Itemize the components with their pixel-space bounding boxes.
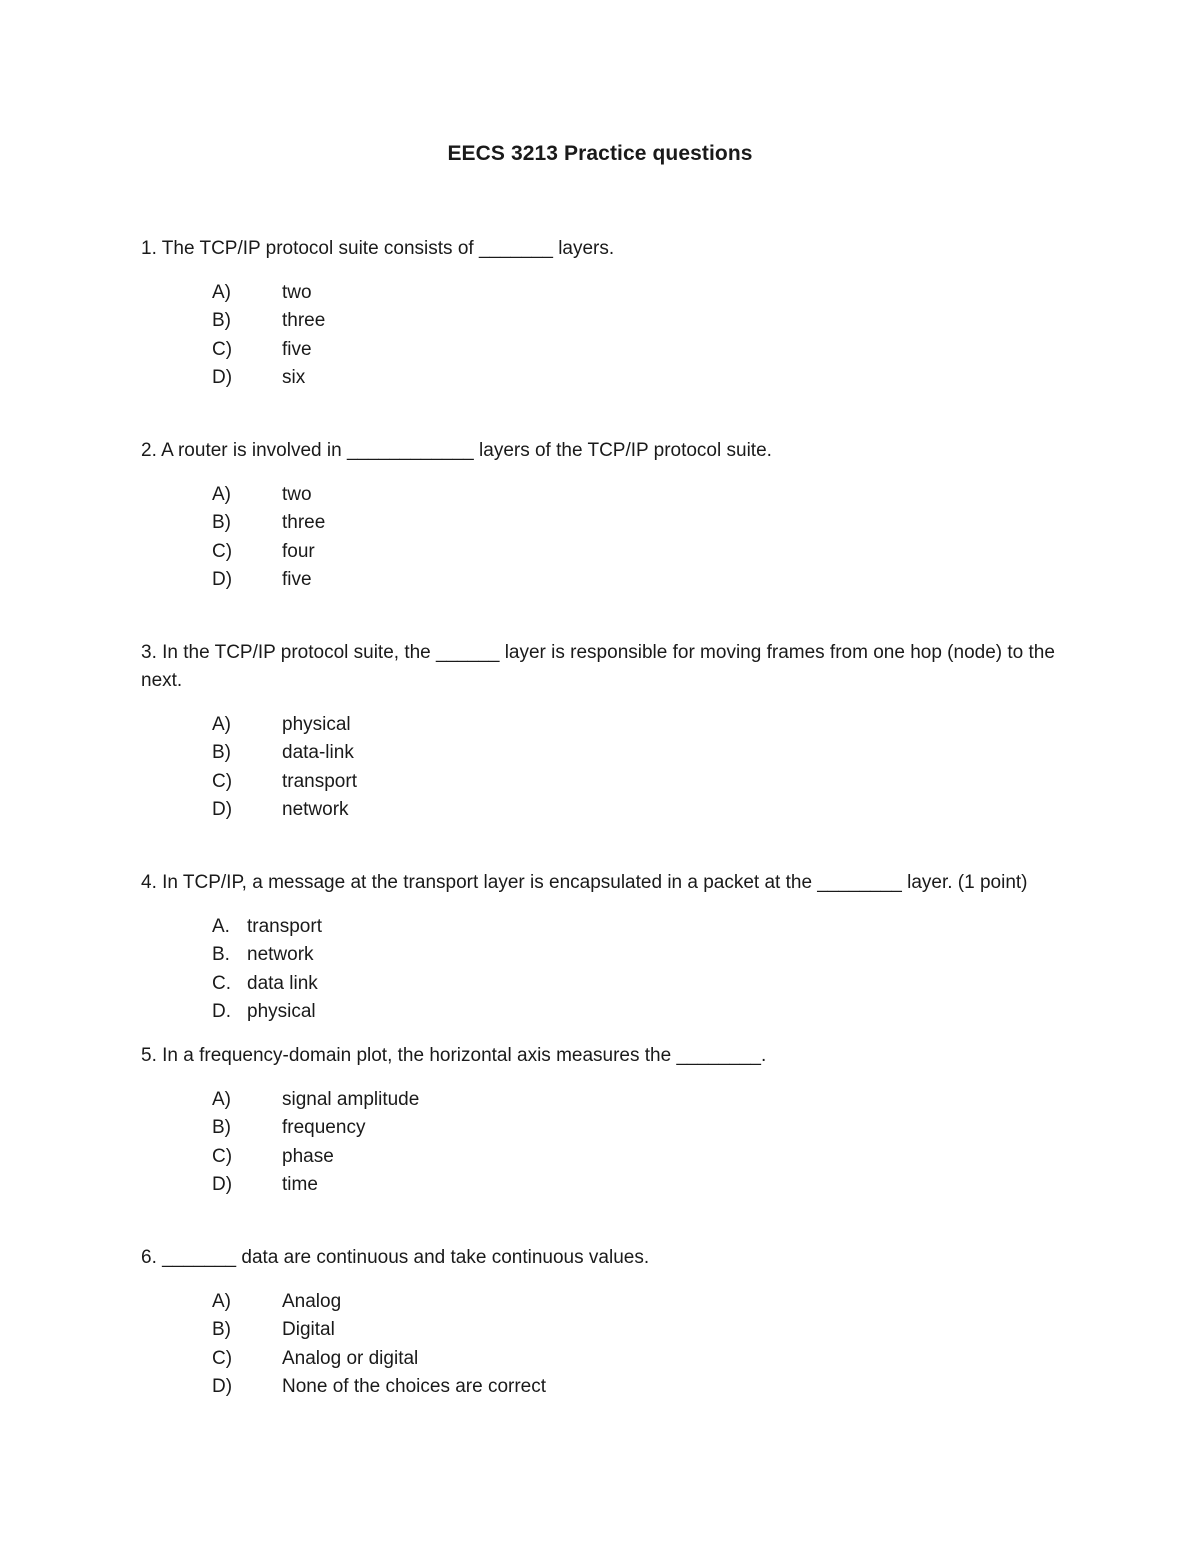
option-b xyxy=(141,307,1071,335)
option-d xyxy=(141,796,1071,824)
option-text: five xyxy=(282,338,312,360)
question-text: 6. _______ data are continuous and take continuous values. xyxy=(141,1247,650,1268)
question-6 xyxy=(141,1244,1071,1401)
option-a xyxy=(141,279,1071,307)
option-d xyxy=(141,566,1071,594)
option-c xyxy=(141,538,1071,566)
option-letter: A) xyxy=(212,282,231,303)
option-a xyxy=(141,913,1081,941)
option-text: two xyxy=(282,484,312,505)
option-letter: B. xyxy=(212,944,230,966)
question-5 xyxy=(141,1042,1071,1199)
option-text: signal amplitude xyxy=(282,1089,420,1110)
option-text: four xyxy=(282,540,315,562)
option-letter: D) xyxy=(212,1173,233,1195)
option-text: None of the choices are correct xyxy=(282,1375,547,1397)
option-b xyxy=(141,1114,1071,1142)
question-3 xyxy=(141,639,1071,824)
option-text: frequency xyxy=(282,1117,366,1139)
option-d xyxy=(141,1373,1071,1401)
option-letter: D) xyxy=(212,798,233,820)
options-list xyxy=(141,711,1071,824)
option-letter: B) xyxy=(212,742,231,764)
option-c xyxy=(141,1143,1071,1171)
option-letter: A) xyxy=(212,1291,231,1312)
option-text: physical xyxy=(247,1000,316,1022)
option-text: network xyxy=(282,798,349,820)
options-list xyxy=(141,481,1071,594)
option-text: time xyxy=(282,1173,318,1195)
option-a xyxy=(141,1086,1071,1114)
options-list xyxy=(141,279,1071,392)
option-a xyxy=(141,481,1071,509)
option-text: three xyxy=(282,512,326,534)
option-b xyxy=(141,1316,1071,1344)
question-2 xyxy=(141,437,1071,594)
option-text: three xyxy=(282,310,326,332)
option-letter: C) xyxy=(212,770,233,792)
question-4 xyxy=(141,869,1081,1026)
option-text: two xyxy=(282,282,312,303)
option-text: phase xyxy=(282,1145,334,1167)
option-a xyxy=(141,711,1071,739)
option-c xyxy=(141,1345,1071,1373)
option-b xyxy=(141,739,1071,767)
option-text: transport xyxy=(247,916,322,937)
option-letter: A. xyxy=(212,916,230,937)
option-text: five xyxy=(282,568,312,590)
option-letter: D) xyxy=(212,366,233,388)
options-list xyxy=(141,913,1081,1026)
page-title: EECS 3213 Practice questions xyxy=(447,142,753,165)
option-b xyxy=(141,509,1071,537)
option-letter: B) xyxy=(212,1319,231,1341)
option-letter: B) xyxy=(212,1117,231,1139)
option-letter: B) xyxy=(212,512,231,534)
option-text: network xyxy=(247,944,314,966)
options-list xyxy=(141,1288,1071,1401)
question-text: 3. In the TCP/IP protocol suite, the ______ layer is responsible for moving frames from one hop (node) to the next. xyxy=(141,642,1055,691)
option-a xyxy=(141,1288,1071,1316)
option-letter: C) xyxy=(212,338,233,360)
option-d xyxy=(141,1171,1071,1199)
option-letter: A) xyxy=(212,714,231,735)
option-letter: C) xyxy=(212,1145,233,1167)
question-text: 5. In a frequency-domain plot, the horizontal axis measures the ________. xyxy=(141,1045,767,1066)
option-letter: C) xyxy=(212,1347,233,1369)
option-text: six xyxy=(282,366,306,388)
question-1 xyxy=(141,235,1071,392)
option-letter: C. xyxy=(212,972,231,994)
option-text: data-link xyxy=(282,742,354,764)
option-text: Analog or digital xyxy=(282,1347,419,1369)
option-letter: D) xyxy=(212,568,233,590)
question-text: 1. The TCP/IP protocol suite consists of _______ layers. xyxy=(141,238,615,259)
option-letter: A) xyxy=(212,1089,231,1110)
option-text: physical xyxy=(282,714,351,735)
option-letter: B) xyxy=(212,310,231,332)
option-letter: D. xyxy=(212,1000,231,1022)
option-c xyxy=(141,970,1081,998)
option-d xyxy=(141,998,1081,1026)
option-d xyxy=(141,364,1071,392)
question-text: 4. In TCP/IP, a message at the transport layer is encapsulated in a packet at the ________ layer. (1 point) xyxy=(141,872,1028,893)
option-c xyxy=(141,768,1071,796)
question-text: 2. A router is involved in ____________ layers of the TCP/IP protocol suite. xyxy=(141,440,772,461)
option-letter: C) xyxy=(212,540,233,562)
option-text: transport xyxy=(282,770,357,792)
option-letter: A) xyxy=(212,484,231,505)
option-text: Analog xyxy=(282,1291,342,1312)
option-letter: D) xyxy=(212,1375,233,1397)
option-text: data link xyxy=(247,972,318,994)
options-list xyxy=(141,1086,1071,1199)
option-b xyxy=(141,941,1081,969)
option-c xyxy=(141,336,1071,364)
option-text: Digital xyxy=(282,1319,335,1341)
